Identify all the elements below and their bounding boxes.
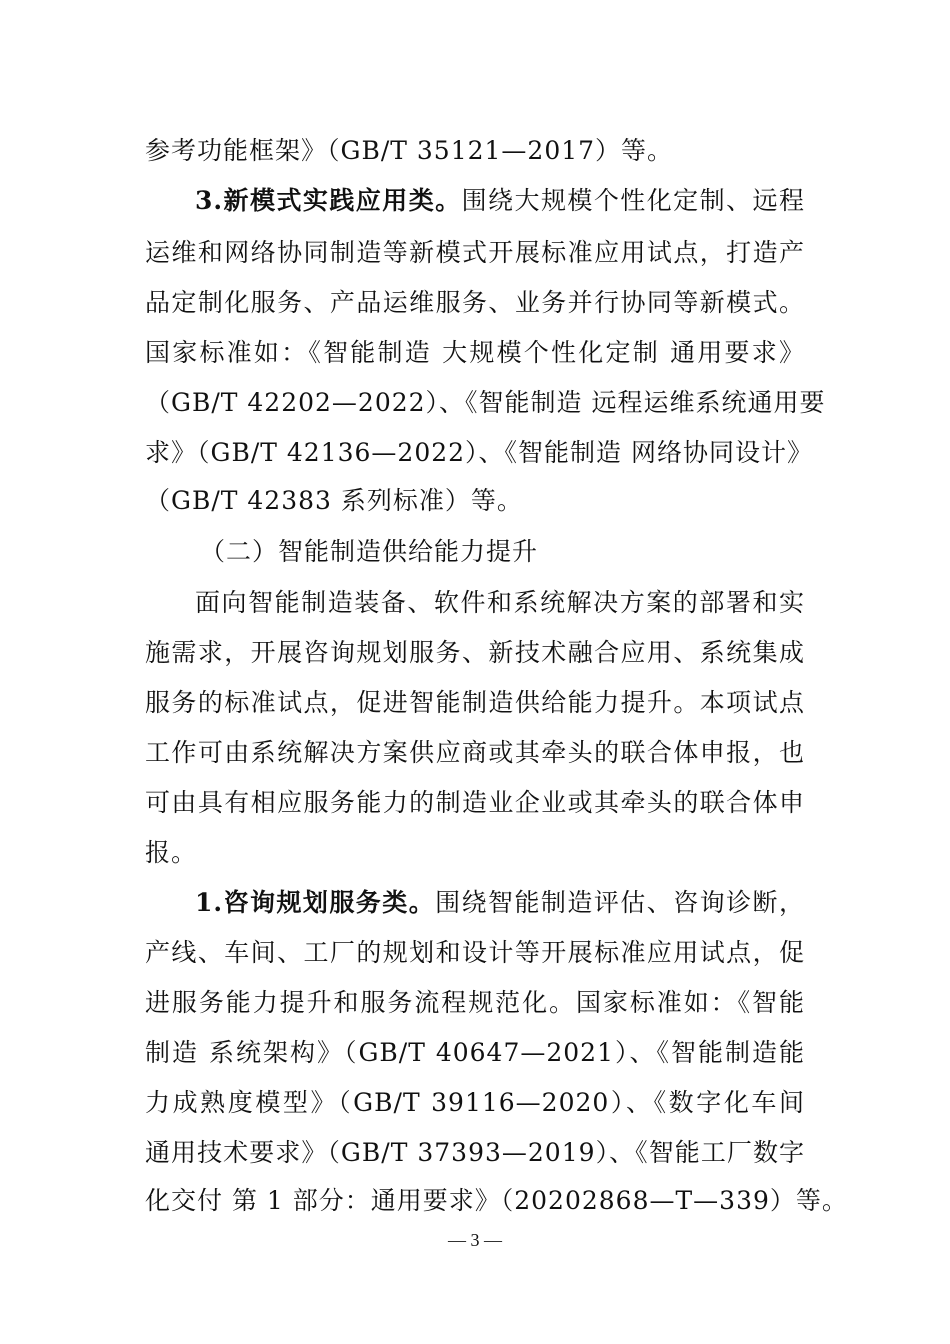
text-line: 运维和网络协同制造等新模式开展标准应用试点，打造产 xyxy=(145,238,805,267)
text-line: 可由具有相应服务能力的制造业企业或其牵头的联合体申 xyxy=(145,788,805,817)
text-line: 服务的标准试点，促进智能制造供给能力提升。本项试点 xyxy=(145,688,805,717)
text-line: （GB/T 42383 系列标准）等。 xyxy=(145,486,523,515)
text-line xyxy=(195,888,805,918)
text-line: 参考功能框架》（GB/T 35121—2017）等。 xyxy=(145,136,674,165)
text-run: 围绕大规模个性化定制、远程 xyxy=(461,186,805,215)
text-line: 面向智能制造装备、软件和系统解决方案的部署和实 xyxy=(195,588,805,617)
text-line: 通用技术要求》（GB/T 37393—2019）、《智能工厂数字 xyxy=(145,1138,805,1167)
text-line: 施需求，开展咨询规划服务、新技术融合应用、系统集成 xyxy=(145,638,805,667)
text-line: 产线、车间、工厂的规划和设计等开展标准应用试点，促 xyxy=(145,938,805,967)
subsection-title: （二）智能制造供给能力提升 xyxy=(200,537,539,566)
text-line: 品定制化服务、产品运维服务、业务并行协同等新模式。 xyxy=(145,288,805,317)
text-line xyxy=(195,186,805,216)
text-run: 围绕智能制造评估、咨询诊断， xyxy=(435,888,805,917)
text-line: （GB/T 42202—2022）、《智能制造 远程运维系统通用要 xyxy=(145,388,826,417)
text-line: 报。 xyxy=(145,838,198,867)
text-line: 求》（GB/T 42136—2022）、《智能制造 网络协同设计》 xyxy=(145,438,813,467)
text-line: 进服务能力提升和服务流程规范化。国家标准如：《智能 xyxy=(145,988,805,1017)
section-heading: 3.新模式实践应用类。 xyxy=(195,186,462,215)
page-number: — 3 — xyxy=(448,1230,502,1250)
section-heading: 1.咨询规划服务类。 xyxy=(195,888,436,917)
text-line: 工作可由系统解决方案供应商或其牵头的联合体申报，也 xyxy=(145,738,805,767)
text-line: 国家标准如：《智能制造 大规模个性化定制 通用要求》 xyxy=(145,338,805,367)
text-line: 力成熟度模型》（GB/T 39116—2020）、《数字化车间 xyxy=(145,1088,805,1117)
text-line: 化交付 第 1 部分：通用要求》（20202868—T—339）等。 xyxy=(145,1186,848,1215)
text-line: 制造 系统架构》（GB/T 40647—2021）、《智能制造能 xyxy=(145,1038,805,1067)
